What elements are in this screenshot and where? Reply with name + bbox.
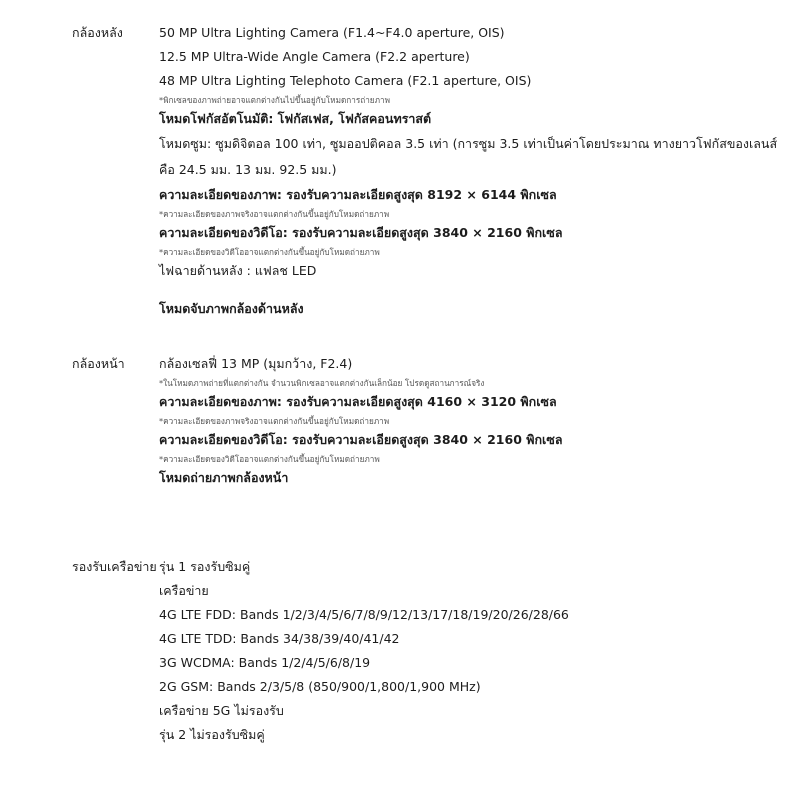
network-4g-tdd: 4G LTE TDD: Bands 34/38/39/40/41/42 [159, 631, 400, 646]
rear-lens-telephoto: 48 MP Ultra Lighting Telephoto Camera (F2.1 aperture, OIS) [159, 73, 532, 88]
front-modes-heading: โหมดถ่ายภาพกล้องหน้า [159, 470, 289, 485]
rear-autofocus: โหมดโฟกัสอัตโนมัติ: โฟกัสเฟส, โฟกัสคอนทราสต์ [159, 111, 432, 126]
network-specs [159, 555, 789, 747]
network-label: รองรับเครือข่าย [72, 559, 157, 574]
rear-video-resolution: ความละเอียดของวิดีโอ: รองรับความละเอียดสูงสุด 3840 × 2160 พิกเซล [159, 225, 563, 240]
network-3g-wcdma: 3G WCDMA: Bands 1/2/4/5/6/8/19 [159, 655, 371, 670]
rear-video-note: *ความละเอียดของวิดีโออาจแตกต่างกันขึ้นอยู่กับโหมดถ่ายภาพ [159, 247, 380, 257]
front-lens-note: *ในโหมดภาพถ่ายที่แตกต่างกัน จำนวนพิกเซลอาจแตกต่างกันเล็กน้อย โปรดดูสถานการณ์จริง [159, 378, 485, 388]
front-video-note: *ความละเอียดของวิดีโออาจแตกต่างกันขึ้นอยู่กับโหมดถ่ายภาพ [159, 454, 380, 464]
rear-pixel-note: *พิกเซลของภาพถ่ายอาจแตกต่างกันไปขึ้นอยู่กับโหมดการถ่ายภาพ [159, 95, 390, 105]
network-model-2: รุ่น 2 ไม่รองรับซิมคู่ [159, 727, 265, 742]
rear-modes-heading: โหมดจับภาพกล้องด้านหลัง [159, 301, 304, 316]
network-heading: เครือข่าย [159, 583, 209, 598]
network-2g-gsm: 2G GSM: Bands 2/3/5/8 (850/900/1,800/1,900 MHz) [159, 679, 481, 694]
front-video-resolution: ความละเอียดของวิดีโอ: รองรับความละเอียดสูงสุด 3840 × 2160 พิกเซล [159, 432, 563, 447]
rear-photo-resolution: ความละเอียดของภาพ: รองรับความละเอียดสูงสุด 8192 × 6144 พิกเซล [159, 187, 557, 202]
rear-camera-label: กล้องหลัง [72, 25, 123, 40]
rear-photo-note: *ความละเอียดของภาพจริงอาจแตกต่างกันขึ้นอยู่กับโหมดถ่ายภาพ [159, 209, 390, 219]
rear-zoom: โหมดซูม: ซูมดิจิตอล 100 เท่า, ซูมออปติคอล 3.5 เท่า (การซูม 3.5 เท่าเป็นค่าโดยประมาณ ทางยาวโฟกัสของเลนส์คือ 24.5 มม. 13 มม. 92.5 มม.) [159, 136, 778, 177]
rear-flash: ไฟฉายด้านหลัง : แฟลช LED [159, 263, 317, 278]
front-photo-note: *ความละเอียดของภาพจริงอาจแตกต่างกันขึ้นอยู่กับโหมดถ่ายภาพ [159, 416, 390, 426]
front-lens: กล้องเซลฟี่ 13 MP (มุมกว้าง, F2.4) [159, 356, 353, 371]
front-camera-label: กล้องหน้า [72, 356, 125, 371]
network-5g: เครือข่าย 5G ไม่รองรับ [159, 703, 284, 718]
front-photo-resolution: ความละเอียดของภาพ: รองรับความละเอียดสูงสุด 4160 × 3120 พิกเซล [159, 394, 557, 409]
network-4g-fdd: 4G LTE FDD: Bands 1/2/3/4/5/6/7/8/9/12/13/17/18/19/20/26/28/66 [159, 607, 569, 622]
front-camera-specs [159, 352, 789, 490]
rear-lens-ultrawide: 12.5 MP Ultra-Wide Angle Camera (F2.2 aperture) [159, 49, 470, 64]
network-model-1: รุ่น 1 รองรับซิมคู่ [159, 559, 251, 574]
rear-lens-main: 50 MP Ultra Lighting Camera (F1.4~F4.0 aperture, OIS) [159, 25, 505, 40]
rear-camera-specs [159, 21, 789, 321]
